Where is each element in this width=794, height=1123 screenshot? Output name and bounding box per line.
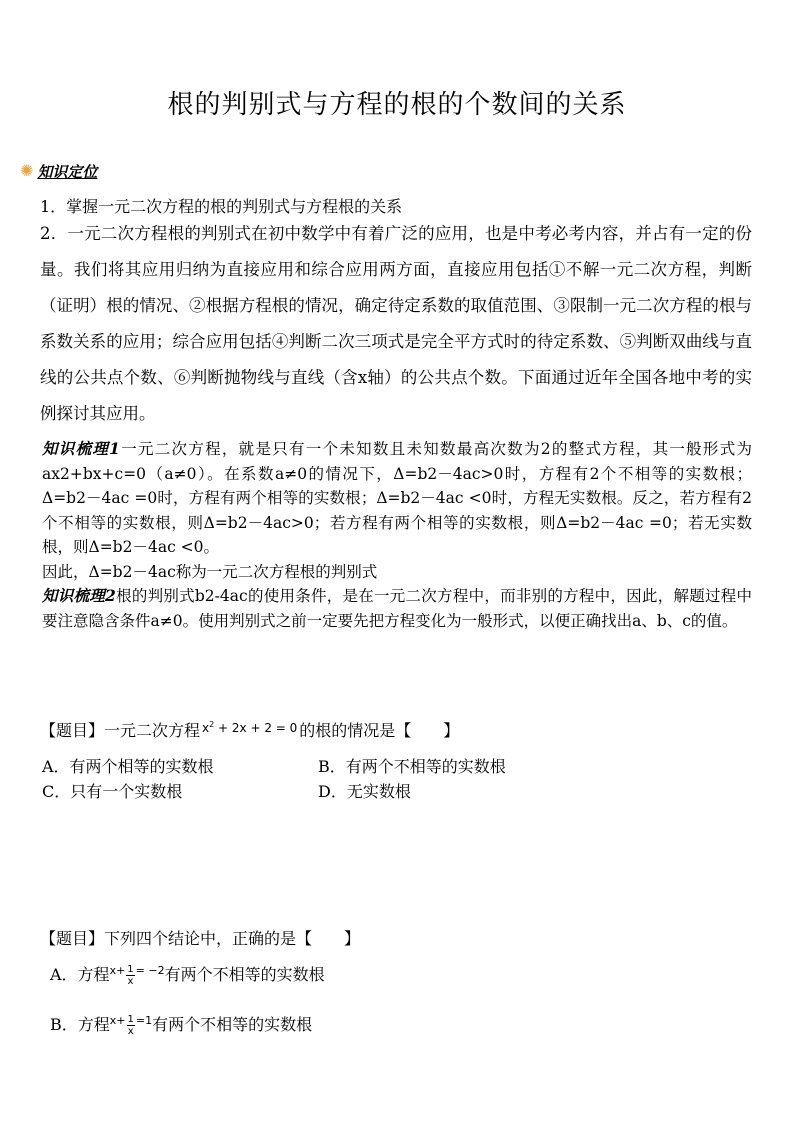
knowledge-block-1: [42, 437, 752, 633]
fraction: $\frac{1}{x}$: [127, 964, 134, 987]
fraction: $\frac{1}{x}$: [127, 1014, 134, 1037]
knowledge-text-1: 一元二次方程，就是只有一个未知数且未知数最高次数为2的整式方程，其一般形式为ax2+bx+c=0（a≠0）。在系数a≠0的情况下，Δ=b2－4ac>0时，方程有2个不相等的实数根；Δ=b2－4ac =0时，方程有两个相等的实数根；Δ=b2－4ac <0时，方程无实数根。反之，若方程有2个不相等的实数根，则Δ=b2－4ac>0；若方程有两个相等的实数根，则Δ=b2－4ac =0；若无实数根，则Δ=b2－4ac <0。: [42, 440, 752, 556]
knowledge-label-1: 知识梳理1: [42, 439, 120, 458]
question-1-option-d: D．无实数根: [318, 782, 411, 801]
sun-icon: ✺: [20, 161, 34, 180]
question-2: 【题目】下列四个结论中，正确的是【 】: [40, 929, 361, 948]
objective-2: 2．一元二次方程根的判别式在初中数学中有着广泛的应用，也是中考必考内容，并占有一定的份量。我们将其应用归纳为直接应用和综合应用两方面，直接应用包括①不解一元二次方程，判断（证明）根的情况、②根据方程根的情况，确定待定系数的取值范围、③限制一元二次方程的根与系数关系的应用；综合应用包括④判断二次三项式是完全平方式时的待定系数、⑤判断双曲线与直线的公共点个数、⑥判断抛物线与直线（含x轴）的公共点个数。下面通过近年全国各地中考的实例探讨其应用。: [40, 224, 752, 423]
knowledge-label-2: 知识梳理2: [42, 586, 116, 605]
question-2-option-a: A．方程$^{x+}$ $\frac{1}{x}$ $^{= -2}$有两个不相等的实数根: [50, 964, 325, 987]
objective-1: 1．掌握一元二次方程的根的判别式与方程根的关系: [40, 197, 403, 216]
question-1: [40, 718, 459, 741]
question-1-suffix: 的根的情况是【 】: [299, 721, 460, 740]
knowledge-text-2: 根的判别式b2-4ac的使用条件，是在一元二次方程中，而非别的方程中，因此，解题过程中要注意隐含条件a≠0。使用判别式之前一定要先把方程变化为一般形式，以便正确找出a、b、c的值。: [42, 587, 752, 630]
section-heading: [20, 160, 97, 182]
question-1-equation: x2 + 2x + 2 = 0: [202, 720, 298, 735]
question-1-prefix: 【题目】一元二次方程: [40, 721, 201, 740]
knowledge-conclusion: 因此，Δ=b2－4ac称为一元二次方程根的判别式: [42, 562, 378, 581]
question-1-option-c: C．只有一个实数根: [42, 782, 183, 801]
question-2-option-b: B．方程$^{x+}$ $\frac{1}{x}$ $^{=1}$有两个不相等的实数根: [50, 1014, 313, 1037]
question-1-option-a: A．有两个相等的实数根: [42, 757, 214, 776]
page-title: 根的判别式与方程的根的个数间的关系: [167, 90, 627, 120]
section-label: 知识定位: [37, 162, 98, 181]
question-1-option-b: B．有两个不相等的实数根: [318, 757, 506, 776]
